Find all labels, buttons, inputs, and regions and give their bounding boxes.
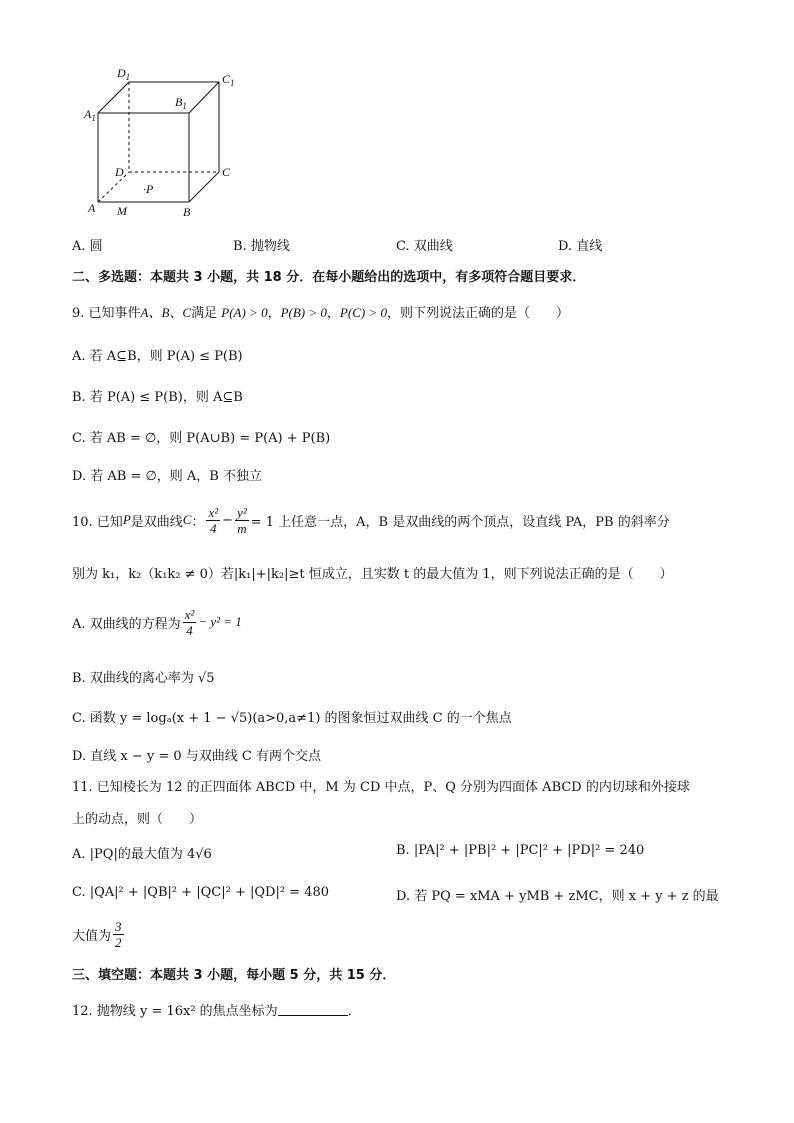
question-11-stem-line2: 上的动点，则（ ） — [72, 812, 203, 827]
question-9-stem: 9. 已知事件A、B、C满足 P(A) > 0，P(B) > 0，P(C) > 0，则下列说法正确的是（ ） — [72, 305, 569, 321]
q8-option-b: B. 抛物线 — [233, 239, 290, 254]
q8-option-d: D. 直线 — [558, 239, 603, 254]
question-10-stem-line2: 别为 k₁，k₂（k₁k₂ ≠ 0）若|k₁|+|k₂|≥t 恒成立，且实数 t 的最大值为 1，则下列说法正确的是（ ） — [72, 567, 673, 582]
point-m: M — [117, 204, 127, 218]
vertex-d1: $D_1$ — [117, 66, 131, 82]
vertex-d: D — [115, 165, 124, 179]
vertex-c: C — [222, 165, 231, 179]
question-10-option-d: D. 直线 x − y = 0 与双曲线 C 有两个交点 — [72, 749, 321, 764]
vertex-c1: $C_1$ — [222, 72, 235, 88]
question-11-option-a: A. |PQ|的最大值为 4√6 — [72, 847, 212, 862]
question-9-option-a: A. 若 A⊆B，则 P(A) ≤ P(B) — [72, 349, 243, 364]
question-11-option-c: C. |QA|² + |QB|² + |QC|² + |QD|² = 480 — [72, 885, 330, 900]
question-9-option-b: B. 若 P(A) ≤ P(B)，则 A⊆B — [72, 390, 243, 405]
question-12: 12. 抛物线 y = 16x² 的焦点坐标为 ． — [72, 1004, 361, 1019]
q8-option-a: A. 圆 — [72, 239, 103, 254]
question-10-option-a: A. 双曲线的方程为 $\frac{\text{x²}}{4}$ − y² = 1 — [72, 606, 242, 638]
question-9-option-d: D. 若 AB = ∅，则 A，B 不独立 — [72, 469, 262, 484]
question-10-option-c: C. 函数 y = logₐ(x + 1 − √5)(a>0,a≠1) 的图象恒过双曲线 C 的一个焦点 — [72, 711, 512, 726]
question-9-option-c: C. 若 AB = ∅，则 P(A∪B) = P(A) + P(B) — [72, 431, 331, 446]
question-11-option-b: B. |PA|² + |PB|² + |PC|² + |PD|² = 240 — [396, 843, 645, 858]
q8-option-c: C. 双曲线 — [396, 239, 453, 254]
point-p: ·P — [143, 182, 154, 196]
vertex-b1: $B_1$ — [175, 95, 187, 111]
section-heading-multiple-choice: 二、多选题：本题共 3 小题，共 18 分．在每小题给出的选项中，有多项符合题目要求． — [72, 270, 586, 285]
question-10-stem-line1: 10. 已知 P 是双曲线 C ： $\frac{\text{x²}}{4}$ − $\frac{\text{y²}}{m}$ = 1 上任意一点，A，B 是双曲线的两个顶点，设直线 PA，PB 的斜率分 — [72, 504, 670, 536]
vertex-a1: $A_1$ — [84, 107, 96, 123]
question-11-option-d: D. 若 PQ = xMA + yMB + zMC，则 x + y + z 的最 — [396, 889, 719, 904]
vertex-b: B — [183, 205, 191, 219]
vertex-a: A — [88, 201, 96, 215]
answer-blank[interactable] — [278, 1004, 348, 1016]
question-10-option-b: B. 双曲线的离心率为 √5 — [72, 671, 215, 686]
section-heading-fill-in: 三、填空题：本题共 3 小题，每小题 5 分，共 15 分． — [72, 968, 396, 983]
question-11-stem-line1: 11. 已知棱长为 12 的正四面体 ABCD 中，M 为 CD 中点，P、Q 分别为四面体 ABCD 的内切球和外接球 — [72, 780, 690, 795]
question-11-option-d-continued: 大值为 $\frac{3}{2}$ — [72, 918, 122, 950]
